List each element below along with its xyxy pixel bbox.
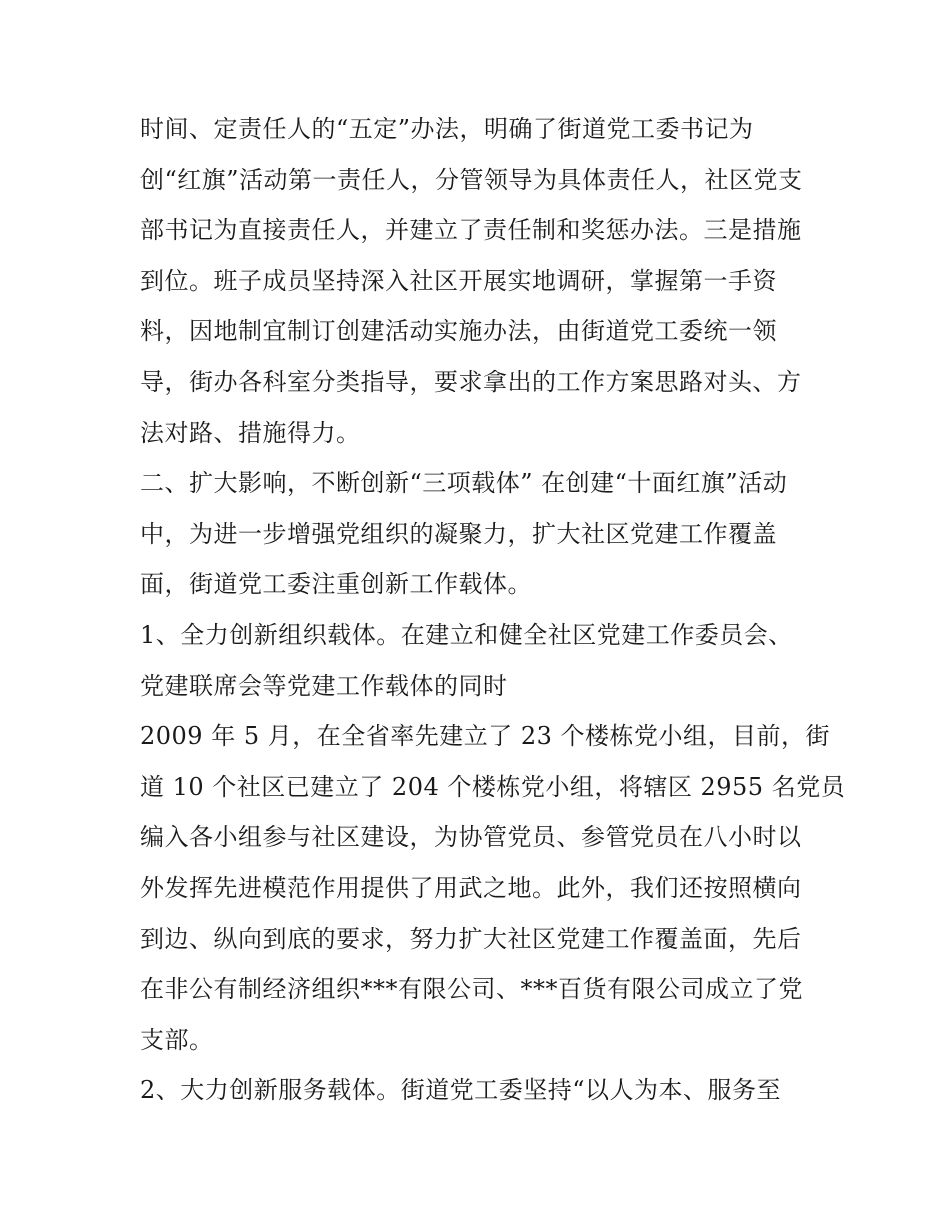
text-line: 法对路、措施得力。: [140, 418, 361, 447]
text-line: 编入各小组参与社区建设，为协管党员、参管党员在八小时以: [140, 823, 802, 852]
text-line: 到边、纵向到底的要求，努力扩大社区党建工作覆盖面，先后: [140, 924, 802, 953]
text-line: 时间、定责任人的“五定”办法，明确了街道党工委书记为: [140, 115, 754, 143]
text-line: 导，街办各科室分类指导，要求拿出的工作方案思路对头、方: [140, 367, 802, 396]
document-body: [140, 104, 846, 1116]
text-line: 中，为进一步增强党组织的凝聚力，扩大社区党建工作覆盖: [140, 519, 777, 548]
text-line: 2009 年 5 月，在全省率先建立了 23 个楼栋党小组，目前，街: [140, 722, 831, 751]
text-line: 支部。: [140, 1025, 214, 1054]
text-line: 创“红旗”活动第一责任人，分管领导为具体责任人，社区党支: [140, 165, 803, 194]
text-line: 在非公有制经济组织***有限公司、***百货有限公司成立了党: [140, 975, 803, 1004]
section-heading-line: 二、扩大影响，不断创新“三项载体” 在创建“十面红旗”活动: [140, 469, 788, 498]
subsection-line: 2、大力创新服务载体。街道党工委坚持“以人为本、服务至: [140, 1076, 782, 1105]
text-line: 党建联席会等党建工作载体的同时: [140, 671, 508, 700]
subsection-line: 1、全力创新组织载体。在建立和健全社区党建工作委员会、: [140, 620, 793, 649]
text-line: 外发挥先进模范作用提供了用武之地。此外，我们还按照横向: [140, 873, 802, 902]
text-line: 部书记为直接责任人，并建立了责任制和奖惩办法。三是措施: [140, 216, 802, 245]
text-line: 面，街道党工委注重创新工作载体。: [140, 570, 532, 599]
text-line: 道 10 个社区已建立了 204 个楼栋党小组，将辖区 2955 名党员: [140, 772, 846, 801]
text-line: 料，因地制宜制订创建活动实施办法，由街道党工委统一领: [140, 317, 777, 346]
text-line: 到位。班子成员坚持深入社区开展实地调研，掌握第一手资: [140, 266, 777, 295]
